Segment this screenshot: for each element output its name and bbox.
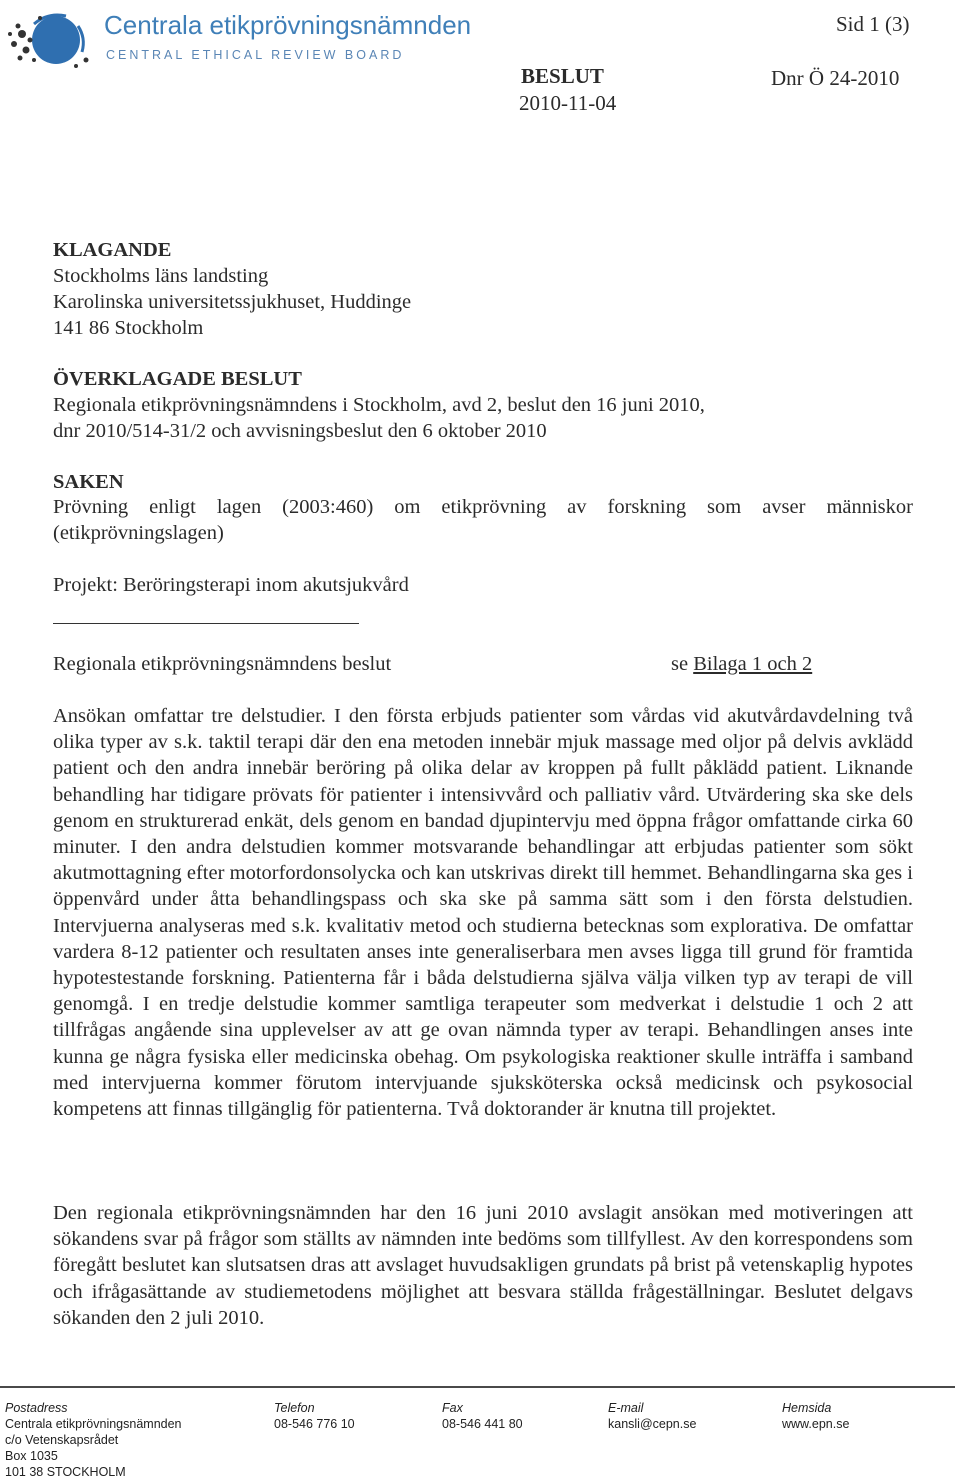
footer-website <box>782 1400 849 1432</box>
footer-value: 08-546 776 10 <box>274 1417 355 1431</box>
page-number: Sid 1 (3) <box>836 12 910 36</box>
footer-postal-address <box>5 1400 182 1480</box>
footer-value: c/o Vetenskapsrådet <box>5 1433 119 1447</box>
footer-email <box>608 1400 696 1432</box>
footer-divider <box>0 1386 955 1388</box>
footer-phone <box>274 1400 355 1432</box>
footer-value[interactable]: kansli@cepn.se <box>608 1417 697 1431</box>
saken-text: Prövning enligt lagen (2003:460) om etikprövning av forskning som avser människor (etikprövningslagen) <box>53 496 913 545</box>
appendix-prefix: se <box>671 653 689 675</box>
klagande-line: Stockholms läns landsting <box>53 265 269 287</box>
appendix-reference <box>671 651 812 677</box>
body-paragraph: Ansökan omfattar tre delstudier. I den första erbjuds patienter som vårdas vid akutvårdavdelning två olika typer av s.k. taktil terapi där den ena metoden innebär mjuk massage med oljor på delvis avklädd patient och den andra innebär beröring på olika delar av kroppen på fullt påklädd patient. Liknande behandling har tidigare prövats för patienter i intensivvård och palliativ vård. Utvärdering ska ske dels genom en strukturerad enkät, dels genom en bandad djupintervju med öppna frågor omfattande cirka 60 minuter. I den andra delstudien kommer motsvarande behandlingar att erbjudas patienter som sökt akutmottagning efter motorfordonsolycka och kan utskrivas direkt till hemmet. Behandlingarna ska ges i öppenvård under åtta behandlingspass och ska ske på samma sätt som i den första delstudien. Intervjuerna analyseras med s.k. kvalitativ metod och studierna betecknas som explorativa. De omfattar vardera 8-12 patienter och resultaten anses inte generaliserbara men avses ligga till grund för framtida hypotestestande forskning. Patienterna får i båda delstudierna själva välja vilken typ av terapi de vill genomgå. I en tredje delstudie kommer samtliga terapeuter som medverkat i delstudie 1 och 2 att tillfrågas angående sina upplevelser av att ge ovan nämnda typer av terapi. Behandlingen anses inte kunna ge några fysiska eller medicinska obehag. Om psykologiska reaktioner skulle inträffa i samband med intervjuerna kommer förutom intervjuande sjuksköterska också medicinsk och psykosocial kompetens att finnas tillgänglig för patienterna. Två doktorander är knutna till projektet. <box>53 705 913 1121</box>
footer-fax <box>442 1400 523 1432</box>
divider <box>53 623 359 624</box>
saken-heading: SAKEN <box>53 471 124 493</box>
footer-label: Postadress <box>5 1401 68 1415</box>
document-date: 2010-11-04 <box>519 91 617 115</box>
footer-value: 08-546 441 80 <box>442 1417 523 1431</box>
footer-label: Fax <box>442 1401 463 1415</box>
organization-logo <box>4 4 98 74</box>
regional-decision-label: Regionala etikprövningsnämndens beslut <box>53 653 392 675</box>
footer-value[interactable]: www.epn.se <box>782 1417 850 1431</box>
footer-value: Centrala etikprövningsnämnden <box>5 1417 182 1431</box>
organization-name: Centrala etikprövningsnämnden <box>104 10 472 40</box>
overklagade-heading: ÖVERKLAGADE BESLUT <box>53 368 302 390</box>
footer-value: 101 38 STOCKHOLM <box>5 1465 126 1479</box>
footer-label: Telefon <box>274 1401 315 1415</box>
overklagade-line: Regionala etikprövningsnämndens i Stockholm, avd 2, beslut den 16 juni 2010, <box>53 394 705 416</box>
document-type: BESLUT <box>521 64 604 88</box>
project-title: Projekt: Beröringsterapi inom akutsjukvård <box>53 574 409 596</box>
klagande-line: Karolinska universitetssjukhuset, Huddinge <box>53 291 412 313</box>
footer-label: Hemsida <box>782 1401 832 1415</box>
klagande-line: 141 86 Stockholm <box>53 317 204 339</box>
footer-label: E-mail <box>608 1401 644 1415</box>
footer-value: Box 1035 <box>5 1449 58 1463</box>
body-paragraph: Den regionala etikprövningsnämnden har den 16 juni 2010 avslagit ansökan med motiveringen att sökandens svar på frågor som ställts av nämnden inte bedöms som tillfyllest. Av den korrespondens som föregått beslutet kan slutsatsen dras att avslaget huvudsakligen grundats på brist på vetenskaplig hypotes och ifrågasättande av studiemetodens möjlighet att besvara ställda frågeställningar. Beslutet delgavs sökanden den 2 juli 2010. <box>53 1202 913 1329</box>
organization-name-english: CENTRAL ETHICAL REVIEW BOARD <box>106 48 405 62</box>
registration-number: Dnr Ö 24-2010 <box>771 66 900 90</box>
appendix-link[interactable]: Bilaga 1 och 2 <box>693 653 813 675</box>
klagande-heading: KLAGANDE <box>53 239 172 261</box>
overklagade-line: dnr 2010/514-31/2 och avvisningsbeslut den 6 oktober 2010 <box>53 420 547 442</box>
